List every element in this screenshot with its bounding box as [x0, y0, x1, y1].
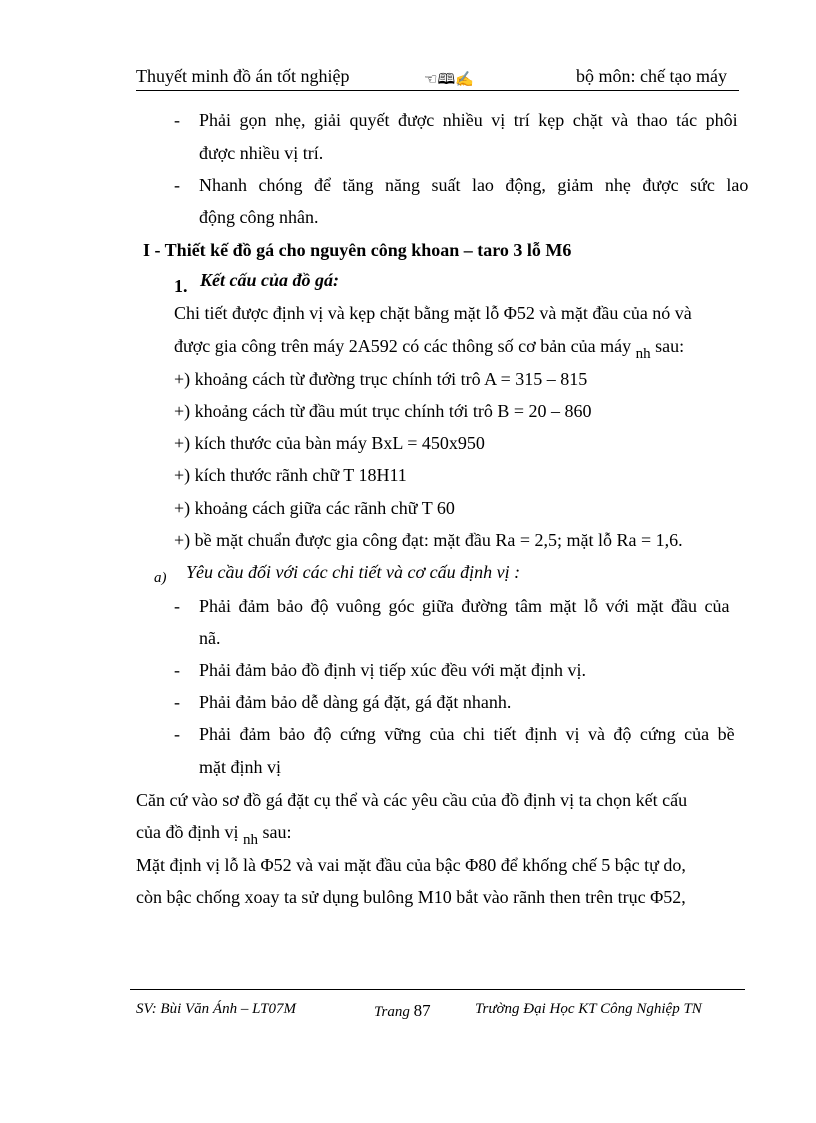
spec-line: +) bề mặt chuẩn được gia công đạt: mặt đầu Ra = 2,5; mặt lỗ Ra = 1,6.: [174, 530, 683, 550]
requirement-1-line-1: Phải đảm bảo độ vuông góc giữa đường tâm mặt lỗ với mặt đầu của: [199, 596, 730, 616]
requirement-3: Phải đảm bảo dễ dàng gá đặt, gá đặt nhanh.: [199, 692, 512, 712]
intro-line-2: [174, 336, 685, 362]
paragraph-1-line-2: [136, 822, 292, 848]
footer-page-number: 87: [413, 1001, 431, 1020]
bullet-dash: -: [174, 175, 180, 195]
requirement-2: Phải đảm bảo đồ định vị tiếp xúc đều với mặt định vị.: [199, 660, 586, 680]
footer-school: Trường Đại Học KT Công Nghiệp TN: [475, 1001, 702, 1017]
requirement-1-line-2: nã.: [199, 628, 221, 648]
section-heading: I - Thiết kế đồ gá cho nguyên công khoan – taro 3 lỗ M6: [143, 240, 572, 260]
bullet-dash: -: [174, 596, 180, 616]
spec-line: +) khoảng cách giữa các rãnh chữ T 60: [174, 498, 455, 518]
footer-student: SV: Bùi Văn Ánh – LT07M: [136, 1001, 296, 1017]
intro-line-1: Chi tiết được định vị và kẹp chặt bằng mặt lỗ Φ52 và mặt đầu của nó và: [174, 303, 692, 323]
intro-line-2-text: được gia công trên máy 2A592 có các thông số cơ bản của máy: [174, 336, 632, 356]
intro-line-2-sub: nh: [635, 346, 651, 362]
requirements-label: a): [154, 570, 167, 586]
subsection-title: Kết cấu của đồ gá:: [200, 270, 339, 290]
spec-line: +) khoảng cách từ đầu mút trục chính tới trô B = 20 – 860: [174, 401, 592, 421]
footer-rule: [130, 989, 745, 990]
footer-page-label: Trang: [374, 1004, 410, 1020]
intro-line-2-end: sau:: [655, 336, 685, 356]
requirement-4-line-2: mặt định vị: [199, 757, 281, 777]
spec-line: +) kích thước của bàn máy BxL = 450x950: [174, 433, 485, 453]
requirements-title: Yêu cầu đối với các chi tiết và cơ cấu định vị :: [186, 562, 521, 582]
bullet-top-2-line-1: Nhanh chóng để tăng năng suất lao động, giảm nhẹ được sức lao: [199, 175, 749, 195]
header-title: Thuyết minh đồ án tốt nghiệp: [136, 66, 350, 86]
header-ornament-icon: ☜🕮✍: [424, 72, 474, 88]
spec-line: +) kích thước rãnh chữ T 18H11: [174, 465, 407, 485]
paragraph-1-text: của đồ định vị: [136, 822, 239, 842]
bullet-dash: -: [174, 660, 180, 680]
bullet-top-2-line-2: động công nhân.: [199, 207, 319, 227]
paragraph-1-line-1: Căn cứ vào sơ đồ gá đặt cụ thể và các yêu cầu của đồ định vị ta chọn kết cấu: [136, 790, 688, 810]
header-department: bộ môn: chế tạo máy: [576, 66, 727, 86]
paragraph-1-end: sau:: [262, 822, 292, 842]
bullet-top-1-line-1: Phải gọn nhẹ, giải quyết được nhiều vị trí kẹp chặt và thao tác phôi: [199, 110, 738, 130]
footer-page: [374, 1001, 431, 1021]
bullet-dash: -: [174, 724, 180, 744]
spec-line: +) khoảng cách từ đường trục chính tới trô A = 315 – 815: [174, 369, 588, 389]
subsection-number: 1.: [174, 276, 188, 296]
bullet-dash: -: [174, 692, 180, 712]
header-rule: [136, 90, 739, 91]
paragraph-2-line-1: Mặt định vị lỗ là Φ52 và vai mặt đầu của bậc Φ80 để khống chế 5 bậc tự do,: [136, 855, 686, 875]
requirement-4-line-1: Phải đảm bảo độ cứng vững của chi tiết định vị và độ cứng của bề: [199, 724, 735, 744]
paragraph-1-sub: nh: [242, 832, 258, 848]
paragraph-2-line-2: còn bậc chống xoay ta sử dụng bulông M10 bắt vào rãnh then trên trục Φ52,: [136, 887, 686, 907]
bullet-dash: -: [174, 110, 180, 130]
bullet-top-1-line-2: được nhiều vị trí.: [199, 143, 324, 163]
